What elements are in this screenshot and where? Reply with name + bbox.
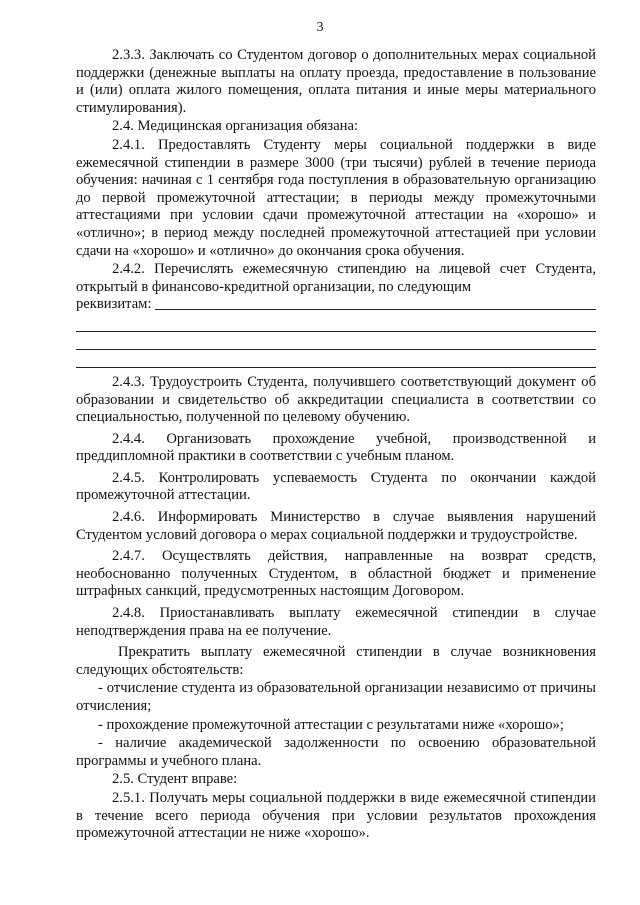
requisites-label: реквизитам:: [76, 296, 152, 313]
clause-2-4-5: 2.4.5. Контролировать успеваемость Студента по окончании каждой промежуточной аттестации.: [76, 469, 596, 504]
clause-2-4-7: 2.4.7. Осуществлять действия, направленные на возврат средств, необоснованно полученных Студентом, в областной бюджет и применение штрафных санкций, предусмотренных настоящим Договором.: [76, 548, 596, 600]
condition-low-grade: - прохождение промежуточной аттестации с результатами ниже «хорошо»;: [98, 716, 564, 733]
clause-2-5-1: 2.5.1. Получать меры социальной поддержки в виде ежемесячной стипендии в течение всего периода обучения при условии результатов прохождения промежуточной аттестации не ниже «хорошо».: [76, 789, 596, 842]
requisites-blank-line[interactable]: [155, 309, 596, 310]
requisites-blank-line-3[interactable]: [76, 332, 596, 350]
condition-expulsion: - отчисление студента из образовательной организации независимо от причины отчисления;: [76, 680, 596, 714]
document-body: [76, 47, 596, 843]
termination-conditions: Прекратить выплату ежемесячной стипендии в случае возникновения следующих обстоятельств:: [76, 644, 596, 678]
requisites-row: [76, 296, 596, 314]
clause-2-4-1: 2.4.1. Предоставлять Студенту меры социальной поддержки в виде ежемесячной стипендии в размере 3000 (три тысячи) рублей в течение периода обучения: начиная с 1 сентября года поступления в образовательную организацию до первой промежуточной аттестации; в периоды между промежуточными аттестациями при условии сдачи промежуточной аттестации на «хорошо» и «отлично»; в период между последней промежуточной аттестацией при условии сдачи на «хорошо» и «отлично» до окончания срока обучения.: [76, 136, 596, 259]
clause-2-4-2: 2.4.2. Перечислять ежемесячную стипендию на лицевой счет Студента, открытый в финансово-кредитной организации, по следующим: [76, 261, 596, 295]
clause-2-4-4: 2.4.4. Организовать прохождение учебной, производственной и преддипломной практики в соответствии с учебным планом.: [76, 430, 596, 465]
requisites-blank-line-2[interactable]: [76, 314, 596, 332]
clause-2-4-8: 2.4.8. Приостанавливать выплату ежемесячной стипендии в случае неподтверждения права на ее получение.: [76, 605, 596, 639]
clause-2-4-6: 2.4.6. Информировать Министерство в случае выявления нарушений Студентом условий договора о мерах социальной поддержки и трудоустройстве.: [76, 509, 596, 543]
clause-2-3-3: 2.3.3. Заключать со Студентом договор о дополнительных мерах социальной поддержки (денежные выплаты на оплату проезда, предоставление в пользование и (или) оплата жилого помещения, оплата питания и иные меры материального стимулирования).: [76, 47, 596, 116]
clause-2-4: 2.4. Медицинская организация обязана:: [112, 118, 359, 135]
clause-2-5: 2.5. Студент вправе:: [112, 771, 238, 788]
condition-academic-debt: - наличие академической задолженности по освоению образовательной программы и учебного плана.: [76, 735, 596, 769]
clause-2-4-3: 2.4.3. Трудоустроить Студента, получившего соответствующий документ об образовании и свидетельство об аккредитации специалиста в соответствии со специальностью, полученной по целевому обучению.: [76, 373, 596, 426]
requisites-blank-line-4[interactable]: [76, 350, 596, 368]
page-number: 3: [316, 20, 324, 35]
